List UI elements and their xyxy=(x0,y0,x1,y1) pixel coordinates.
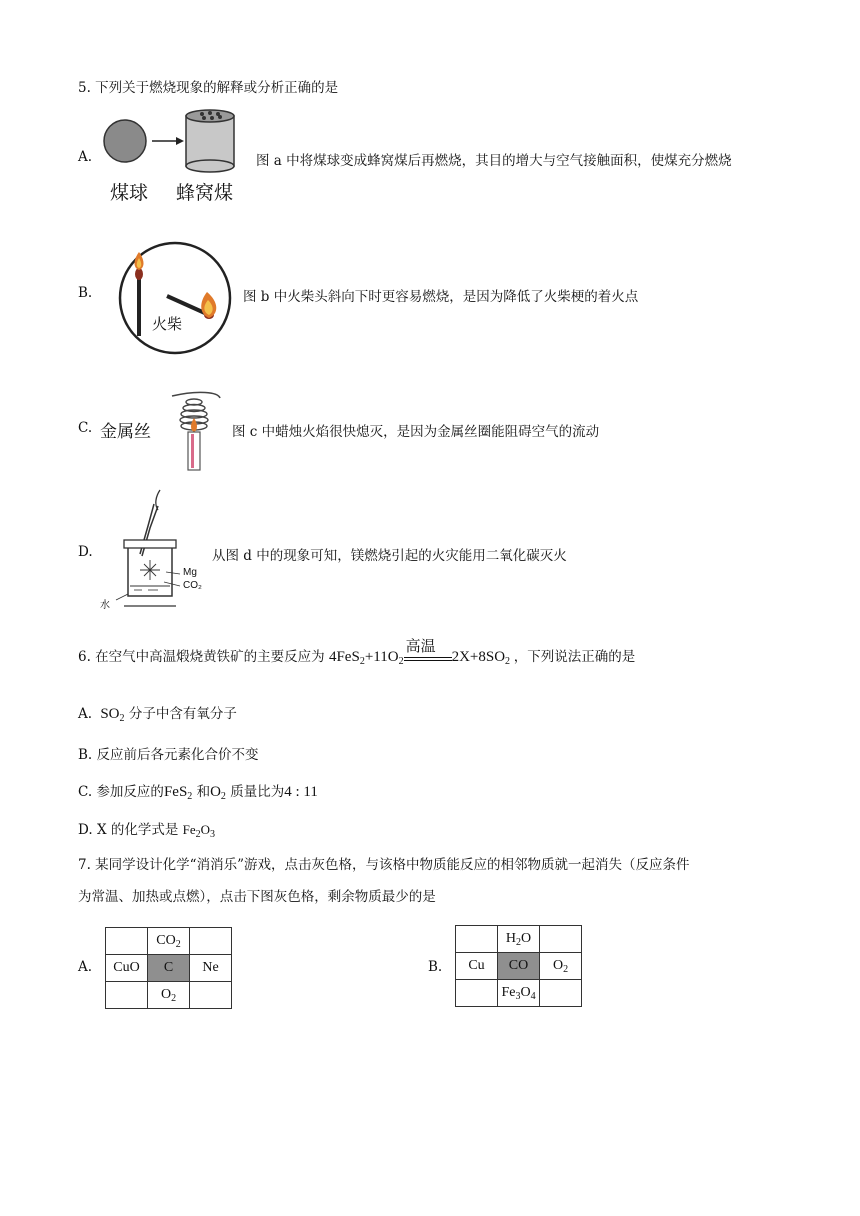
q6-option-b-label: B. xyxy=(78,747,93,763)
q6-option-c-text-c: 质量比为 xyxy=(230,784,285,800)
q5-option-d-label: D. xyxy=(78,544,93,560)
coal-ball-icon xyxy=(104,120,146,162)
grid-b-left: Cu xyxy=(456,953,498,980)
q6-option-c-text-a: 参加反应的 xyxy=(96,784,164,800)
q6-equation: $4FeS_2+11O_2$ 高温 $2X+8SO_2$ xyxy=(328,637,511,667)
q5-option-c-text: 图 c 中蜡烛火焰很快熄灭，是因为金属丝圈能阻碍空气的流动 xyxy=(232,424,600,440)
match-label: 火柴 xyxy=(152,315,183,333)
water-label: 水 xyxy=(100,600,110,611)
honeycomb-coal-icon xyxy=(186,116,234,166)
q7-grid-b xyxy=(455,925,582,1007)
q6-option-d: D. X 的化学式是 $Fe_2O_3$ xyxy=(78,822,216,840)
q6-option-c-text-b: 和 xyxy=(196,784,211,800)
q5-option-c-label: C. xyxy=(78,420,93,436)
q6-stem-prefix: 6. 在空气中高温煅烧黄铁矿的主要反应为 xyxy=(78,649,325,665)
wire-icon xyxy=(172,392,220,398)
q6-condition: 高温 xyxy=(405,637,436,655)
q7-stem-line1: 7. 某同学设计化学“消消乐”游戏，点击灰色格，与该格中物质能反应的相邻物质就一起消失（反应条件 xyxy=(78,857,690,873)
q5-option-d-text: 从图 d 中的现象可知，镁燃烧引起的火灾能用二氧化碳灭火 xyxy=(212,548,567,564)
q6-option-c-ratio: 4 : 11 xyxy=(284,784,318,800)
co2-label: CO₂ xyxy=(183,580,202,591)
q6-option-b-text: 反应前后各元素化合价不变 xyxy=(96,747,259,763)
q5-option-a-text: 图 a 中将煤球变成蜂窝煤后再燃烧，其目的增大与空气接触面积，使煤充分燃烧 xyxy=(256,153,732,169)
q7-option-b-label: B. xyxy=(428,959,443,975)
q5-option-a-label: A. xyxy=(78,149,93,165)
q6-option-d-label: D. xyxy=(78,822,93,838)
match-figure xyxy=(113,240,239,356)
grid-b-bottom: $Fe_3O_4$ xyxy=(498,980,540,1007)
mg-label: Mg xyxy=(183,567,197,578)
grid-a-bottom: $O_2$ xyxy=(148,982,190,1009)
coal-ball-label: 煤球 xyxy=(110,182,149,204)
grid-b-center: CO xyxy=(498,953,540,980)
q6-option-b xyxy=(78,743,259,763)
q5-option-b-text: 图 b 中火柴头斜向下时更容易燃烧，是因为降低了火柴梗的着火点 xyxy=(243,289,639,305)
grid-a-center: C xyxy=(148,955,190,982)
q7-option-a-label: A. xyxy=(78,959,93,975)
grid-a-right: Ne xyxy=(190,955,232,982)
q6-option-a: A. $SO_2$ 分子中含有氧分子 xyxy=(78,706,237,724)
magnesium-flask-figure xyxy=(102,486,210,612)
grid-b-top: $H_2O$ xyxy=(498,926,540,953)
q6-stem-suffix: ，下列说法正确的是 xyxy=(513,649,636,665)
q7-grid-a xyxy=(105,927,232,1009)
q6-option-a-label: A. xyxy=(78,706,93,722)
grid-a-left: CuO xyxy=(106,955,148,982)
grid-a-top: $CO_2$ xyxy=(148,928,190,955)
candle-figure xyxy=(168,388,228,472)
q6-option-d-text: X 的化学式是 xyxy=(96,822,179,838)
spark-icon xyxy=(140,560,160,580)
q6-option-c: C. 参加反应的FeS$_2$ 和$O_2$ 质量比为4 : 11 xyxy=(78,784,318,802)
q6-stem xyxy=(78,637,636,667)
q5-stem: 5. 下列关于燃烧现象的解释或分析正确的是 xyxy=(78,80,339,96)
grid-b-right: $O_2$ xyxy=(540,953,582,980)
honeycomb-coal-label: 蜂窝煤 xyxy=(176,182,234,204)
q7-stem-line2: 为常温、加热或点燃），点击下图灰色格，剩余物质最少的是 xyxy=(78,889,436,905)
q6-option-a-text: 分子中含有氧分子 xyxy=(128,706,237,722)
q5-option-b-label: B. xyxy=(78,285,93,301)
q6-option-c-label: C. xyxy=(78,784,93,800)
metal-wire-label: 金属丝 xyxy=(100,422,151,442)
